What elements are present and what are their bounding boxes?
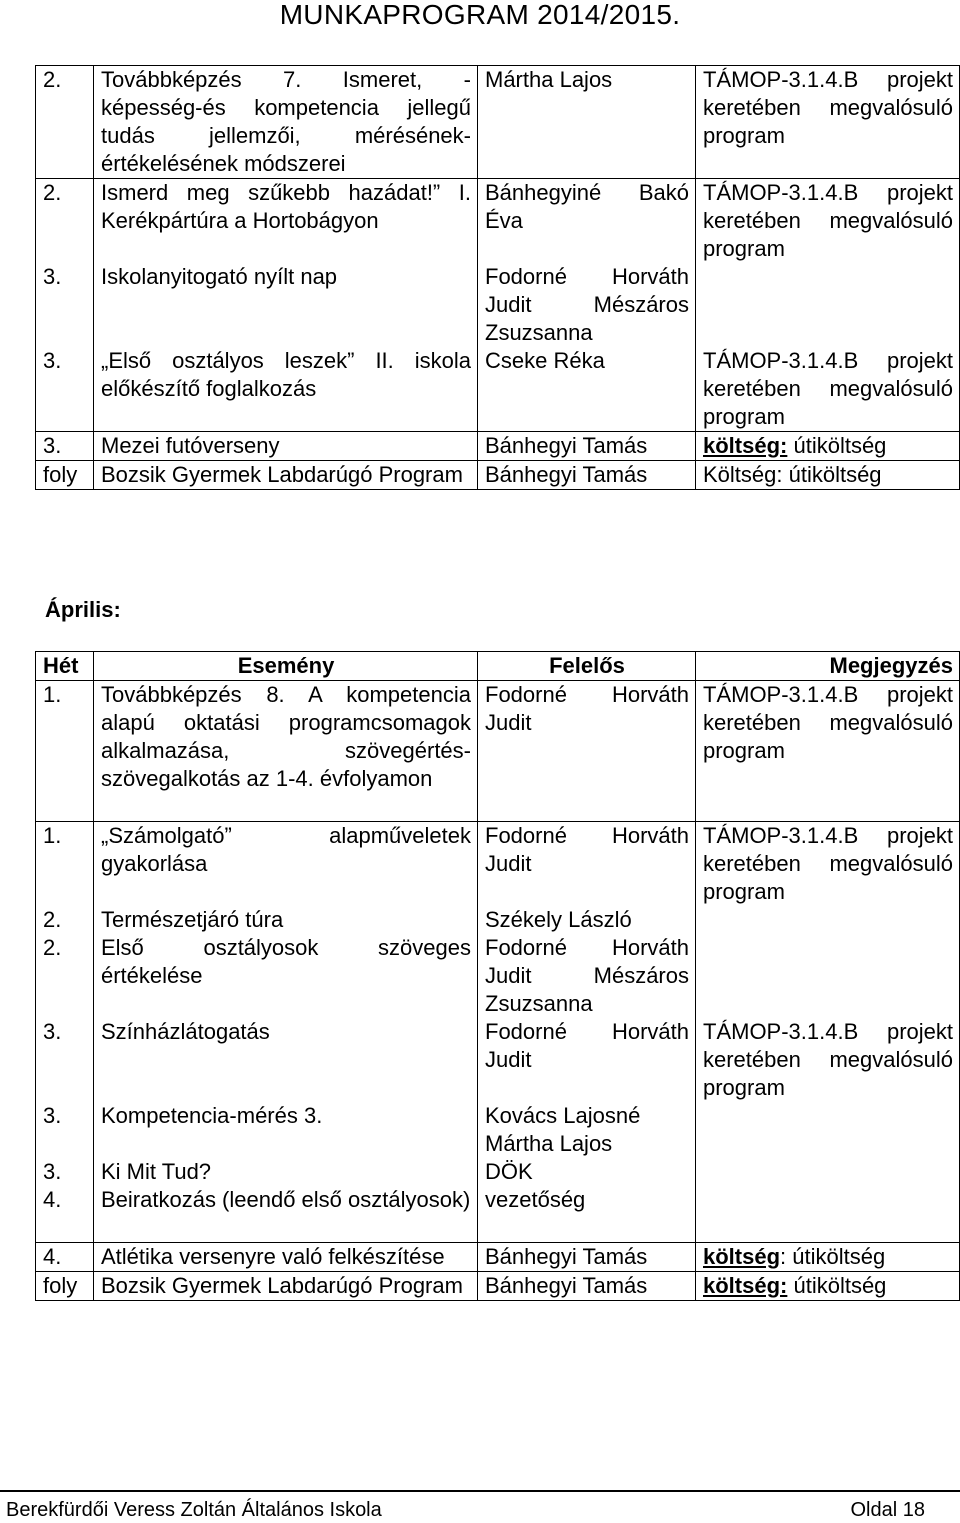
table-row [36,822,960,907]
event-cell: Első osztályosok szöveges értékelése [94,934,478,1018]
week-cell: 4. [36,1243,94,1272]
note-cell [696,1158,960,1186]
week-cell: 3. [36,1158,94,1186]
cost-label: költség: [703,1273,788,1298]
week-cell: 3. [36,432,94,461]
note-cell: TÁMOP-3.1.4.B projekt keretében megvalósuló program [696,66,960,179]
note-cell: Költség: útiköltség [696,461,960,490]
event-cell: „Számolgató” alapműveletek gyakorlása [94,822,478,907]
event-cell: Iskolanyitogató nyílt nap [94,263,478,347]
event-cell: Továbbképzés 8. A kompetencia alapú oktatási programcsomagok alkalmazása, szövegértés-szövegalkotás az 1-4. évfolyamon [94,681,478,822]
responsible-cell: Bánhegyi Tamás [478,461,696,490]
responsible-cell: Fodorné Horváth Judit [478,681,696,822]
week-cell: foly [36,461,94,490]
event-cell: Ki Mit Tud? [94,1158,478,1186]
week-cell: 4. [36,1186,94,1243]
cost-value: : útiköltség [780,1244,886,1269]
event-cell: Bozsik Gyermek Labdarúgó Program [94,1272,478,1301]
cost-label: költség: [703,433,788,458]
header-week: Hét [36,652,94,681]
event-cell: Kompetencia-mérés 3. [94,1102,478,1158]
note-cell [696,432,960,461]
responsible-cell: Fodorné Horváth Judit Mészáros Zsuzsanna [478,934,696,1018]
responsible-cell: Székely László [478,906,696,934]
week-cell: 3. [36,1018,94,1102]
note-cell: TÁMOP-3.1.4.B projekt keretében megvalósuló program [696,681,960,822]
responsible-cell: Fodorné Horváth Judit [478,822,696,907]
week-cell: 1. [36,681,94,822]
table-row [36,1018,960,1102]
event-cell: Beiratkozás (leendő első osztályosok) [94,1186,478,1243]
table-row [36,1186,960,1243]
note-cell [696,1186,960,1243]
header-note: Megjegyzés [696,652,960,681]
table-row [36,1158,960,1186]
week-cell: 3. [36,1102,94,1158]
week-cell: 1. [36,822,94,907]
event-cell: Ismerd meg szűkebb hazádat!” I. Kerékpártúra a Hortobágyon [94,179,478,264]
table-row [36,1102,960,1158]
event-cell: Bozsik Gyermek Labdarúgó Program [94,461,478,490]
table-row [36,1272,960,1301]
table-row [36,66,960,179]
cost-value: útiköltség [787,433,887,458]
table-header-row [36,652,960,681]
responsible-cell: DÖK [478,1158,696,1186]
cost-value: útiköltség [787,1273,887,1298]
event-cell: Atlétika versenyre való felkészítése [94,1243,478,1272]
week-cell: 2. [36,66,94,179]
note-cell [696,934,960,1018]
table-row [36,681,960,822]
week-cell: 3. [36,347,94,432]
week-cell: foly [36,1272,94,1301]
note-cell: TÁMOP-3.1.4.B projekt keretében megvalósuló program [696,347,960,432]
event-cell: „Első osztályos leszek” II. iskola előkészítő foglalkozás [94,347,478,432]
responsible-cell: Bánhegyiné Bakó Éva [478,179,696,264]
note-cell [696,1272,960,1301]
responsible-cell: Mártha Lajos [478,66,696,179]
note-cell [696,263,960,347]
footer-school-name: Berekfürdői Veress Zoltán Általános Iskola [6,1499,382,1521]
note-cell [696,906,960,934]
week-cell: 2. [36,934,94,1018]
responsible-cell: Cseke Réka [478,347,696,432]
note-cell: TÁMOP-3.1.4.B projekt keretében megvalósuló program [696,822,960,907]
header-event: Esemény [94,652,478,681]
table-row [36,179,960,264]
responsible-cell: Bánhegyi Tamás [478,1243,696,1272]
event-cell: Színházlátogatás [94,1018,478,1102]
note-cell: TÁMOP-3.1.4.B projekt keretében megvalósuló program [696,179,960,264]
table-row [36,263,960,347]
table-row [36,432,960,461]
responsible-cell: vezetőség [478,1186,696,1243]
table-row [36,461,960,490]
header-responsible: Felelős [478,652,696,681]
note-cell [696,1243,960,1272]
page-footer [0,1490,960,1521]
month-heading: Április: [45,597,121,622]
table-row [36,906,960,934]
event-cell: Továbbképzés 7. Ismeret, - képesség-és kompetencia jellegű tudás jellemzői, mérésének-értékelésének módszerei [94,66,478,179]
responsible-cell: Kovács Lajosné Mártha Lajos [478,1102,696,1158]
note-cell [696,1102,960,1158]
event-cell: Természetjáró túra [94,906,478,934]
table-row [36,347,960,432]
responsible-cell: Bánhegyi Tamás [478,432,696,461]
responsible-cell: Fodorné Horváth Judit Mészáros Zsuzsanna [478,263,696,347]
page-title: MUNKAPROGRAM 2014/2015. [279,0,681,30]
week-cell: 3. [36,263,94,347]
table-row [36,934,960,1018]
schedule-table-previous-month [35,65,960,490]
note-cell: TÁMOP-3.1.4.B projekt keretében megvalósuló program [696,1018,960,1102]
footer-page-number: Oldal 18 [850,1499,925,1521]
table-row [36,1243,960,1272]
responsible-cell: Fodorné Horváth Judit [478,1018,696,1102]
schedule-table-april [35,651,960,1301]
event-cell: Mezei futóverseny [94,432,478,461]
week-cell: 2. [36,906,94,934]
responsible-cell: Bánhegyi Tamás [478,1272,696,1301]
week-cell: 2. [36,179,94,264]
cost-label: költség [703,1244,781,1269]
